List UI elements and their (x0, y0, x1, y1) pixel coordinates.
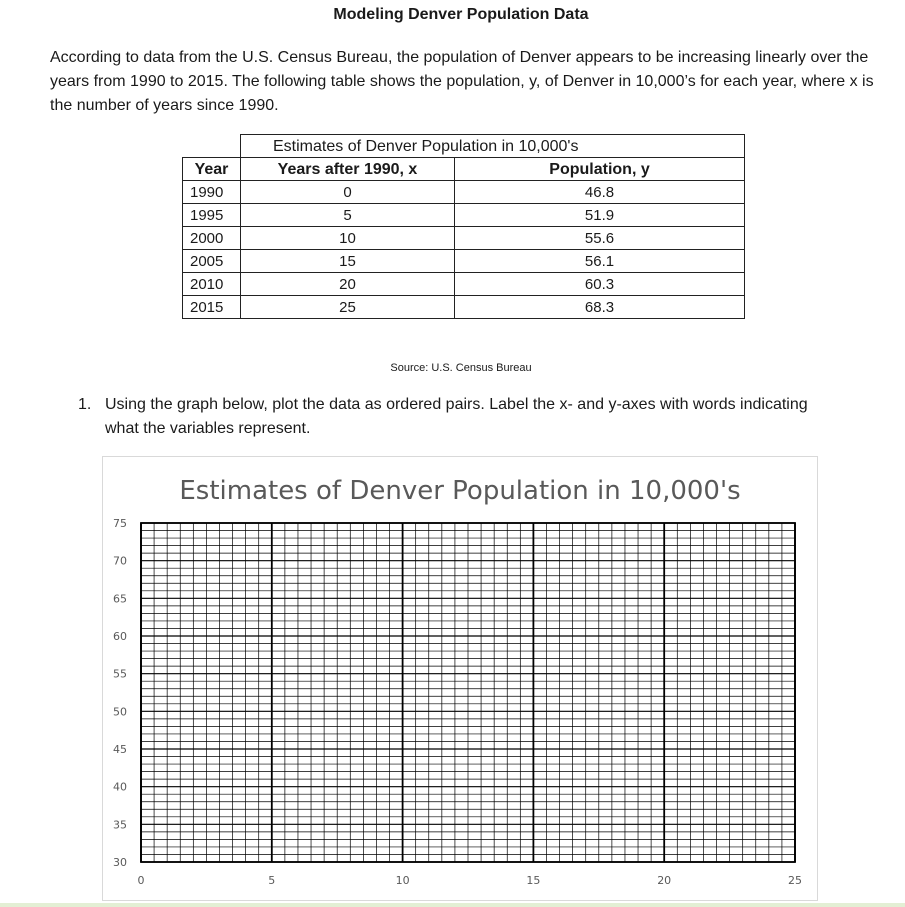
x-cell: 25 (241, 296, 455, 319)
table-row (183, 227, 745, 250)
year-cell: 2005 (183, 250, 241, 273)
year-cell: 1995 (183, 204, 241, 227)
y-tick-label: 60 (113, 630, 127, 643)
year-cell: 2015 (183, 296, 241, 319)
y-tick-label: 35 (113, 818, 127, 832)
table-header-row (183, 158, 745, 181)
table-row (183, 296, 745, 319)
y-cell: 68.3 (455, 296, 745, 319)
y-tick-label: 40 (113, 780, 127, 794)
year-cell: 2010 (183, 273, 241, 296)
question-text: Using the graph below, plot the data as ordered pairs. Label the x- and y-axes with words indicating what the variables represent. (105, 396, 808, 437)
table-row (183, 273, 745, 296)
y-cell: 51.9 (455, 204, 745, 227)
x-cell: 20 (241, 273, 455, 296)
question-number: 1. (78, 396, 92, 413)
y-tick-label: 70 (113, 554, 127, 568)
population-table (182, 134, 745, 319)
y-tick-label: 75 (113, 517, 127, 530)
y-cell: 60.3 (455, 273, 745, 296)
x-tick-label: 0 (137, 874, 145, 887)
year-cell: 1990 (183, 181, 241, 204)
x-tick-label: 10 (395, 874, 410, 887)
y-tick-label: 55 (113, 667, 127, 681)
column-header: Years after 1990, x (241, 158, 455, 181)
x-cell: 10 (241, 227, 455, 250)
x-tick-label: 25 (788, 874, 802, 887)
x-tick-label: 15 (526, 874, 541, 887)
table-row (183, 204, 745, 227)
y-cell: 56.1 (455, 250, 745, 273)
intro-paragraph: According to data from the U.S. Census Bureau, the population of Denver appears to be increasing linearly over the years from 1990 to 2015. The following table shows the population, y, of Denver in 10,000’s for each year, where x is the number of years since 1990. (50, 49, 874, 114)
y-cell: 46.8 (455, 181, 745, 204)
column-header: Year (183, 158, 241, 181)
year-cell: 2000 (183, 227, 241, 250)
page-bottom-band (0, 903, 905, 907)
y-tick-label: 50 (113, 705, 127, 719)
x-cell: 5 (241, 204, 455, 227)
x-cell: 0 (241, 181, 455, 204)
source-note: Source: U.S. Census Bureau (390, 362, 532, 374)
table-row (183, 250, 745, 273)
chart-area[interactable] (102, 456, 818, 901)
table-caption: Estimates of Denver Population in 10,000's (241, 135, 745, 158)
y-tick-label: 30 (113, 856, 127, 869)
x-tick-label: 5 (268, 874, 276, 887)
y-tick-label: 65 (113, 592, 127, 606)
page-title: Modeling Denver Population Data (333, 6, 589, 23)
x-tick-label: 20 (657, 874, 672, 887)
chart-title: Estimates of Denver Population in 10,000's (179, 476, 741, 506)
y-tick-label: 45 (113, 743, 127, 756)
table-row (183, 181, 745, 204)
column-header: Population, y (455, 158, 745, 181)
x-cell: 15 (241, 250, 455, 273)
y-cell: 55.6 (455, 227, 745, 250)
population-chart[interactable] (103, 457, 817, 900)
